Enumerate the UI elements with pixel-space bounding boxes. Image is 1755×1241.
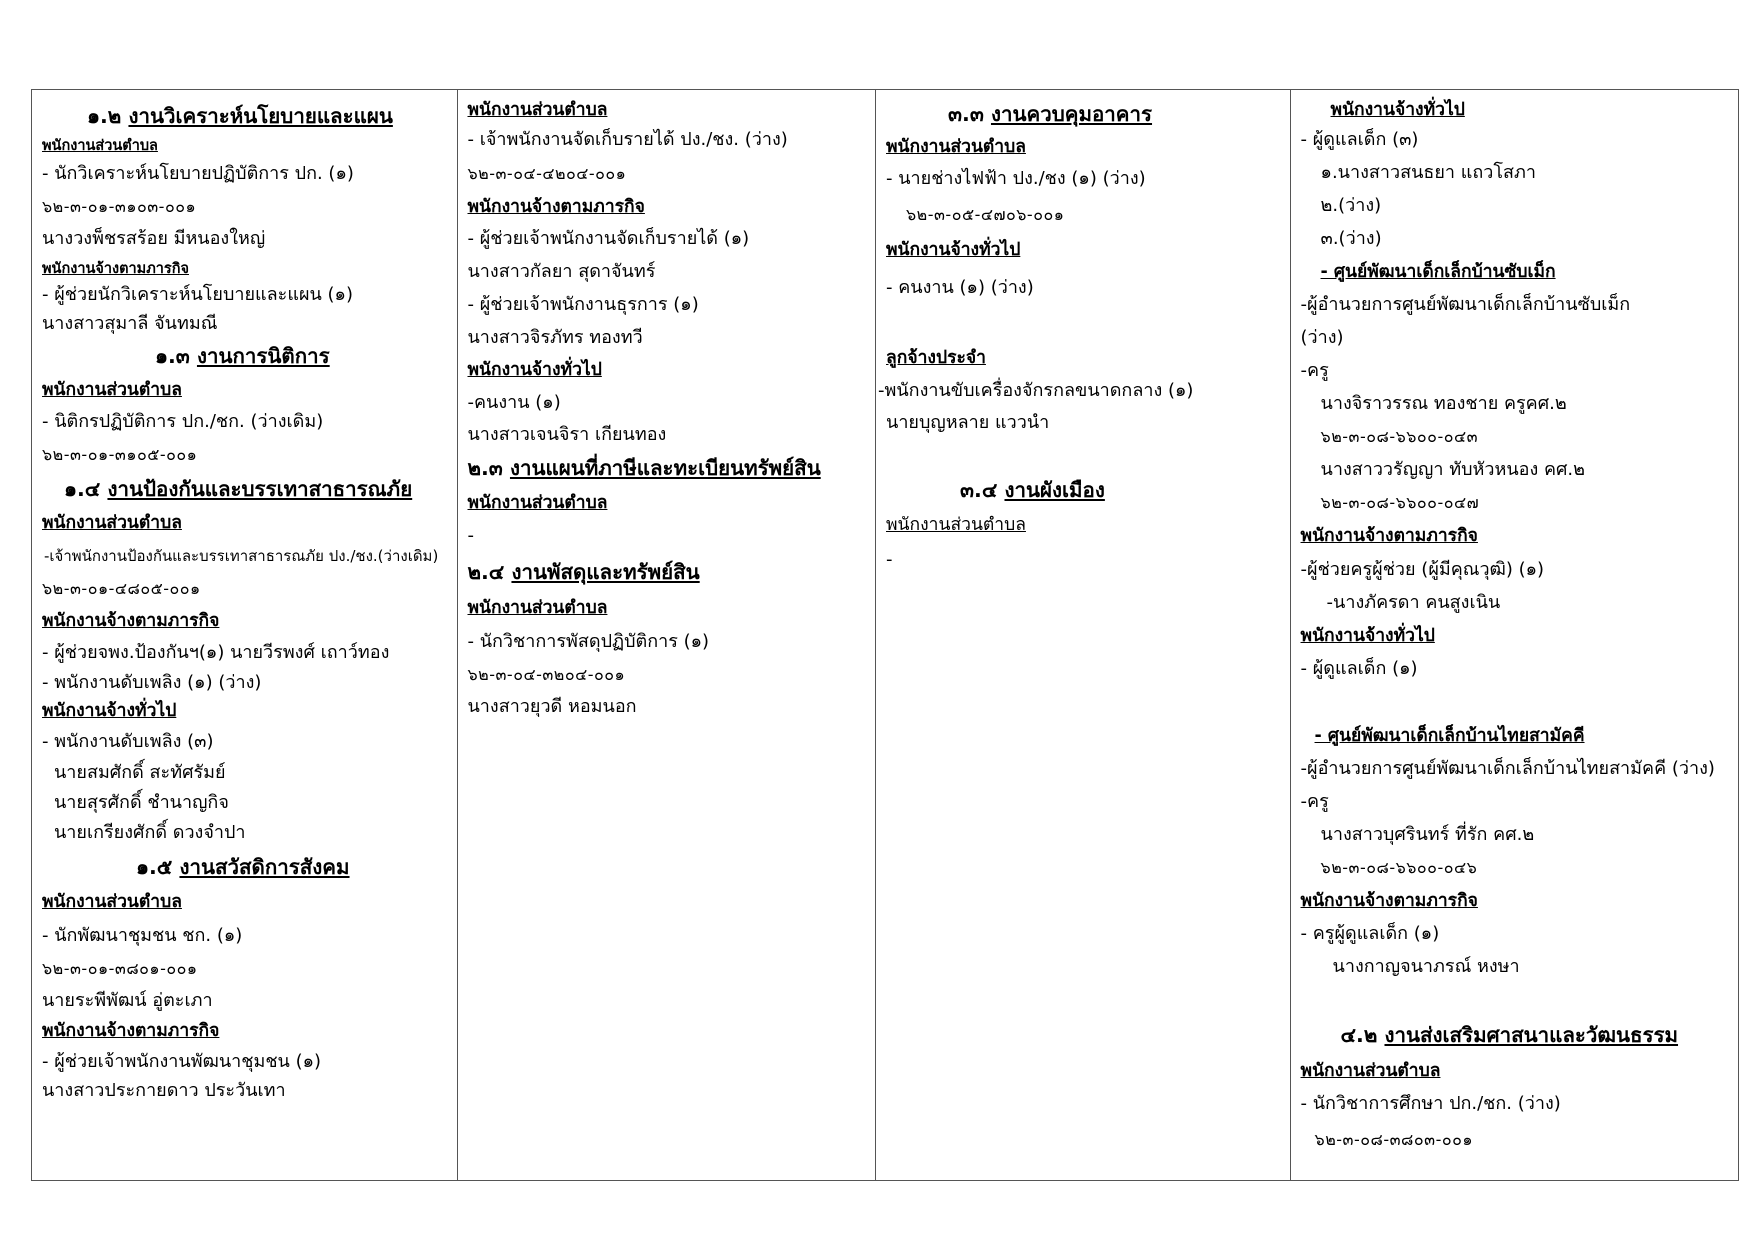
- entry-text: นายระพีพัฒน์ อู่ตะเภา: [42, 990, 213, 1011]
- entry-text: นางสาวบุศรินทร์ ที่รัก คศ.๒: [1320, 824, 1535, 845]
- section-heading: [136, 855, 350, 879]
- entry-text: - พนักงานดับเพลิง (๑) (ว่าง): [42, 672, 262, 693]
- section-title: งานพัสดุและทรัพย์สิน: [511, 560, 700, 584]
- section-heading: [960, 478, 1105, 502]
- org-structure-table: [31, 89, 1739, 1181]
- staff-category-label: พนักงานจ้างตามภารกิจ: [42, 261, 189, 277]
- section-title: งานควบคุมอาคาร: [990, 102, 1153, 126]
- entry-text: - นิติกรปฏิบัติการ ปก./ชก. (ว่างเดิม): [42, 411, 324, 432]
- staff-category-label: พนักงานจ้างทั่วไป: [42, 701, 177, 721]
- section-number: ๒.๔: [467, 560, 512, 584]
- entry-text: - นักวิชาการพัสดุปฏิบัติการ (๑): [467, 631, 710, 652]
- entry-text: นางสาวสุมาลี จันทมณี: [42, 313, 218, 334]
- staff-category-label: พนักงานจ้างทั่วไป: [886, 240, 1021, 260]
- position-code: ๖๒-๓-๐๑-๓๘๐๑-๐๐๑: [42, 959, 198, 978]
- staff-category-label: พนักงานส่วนตำบล: [467, 493, 608, 513]
- entry-text: นายสุรศักดิ์ ชำนาญกิจ: [54, 792, 229, 813]
- section-heading: [948, 102, 1152, 126]
- section-number: ๓.๓: [948, 102, 991, 126]
- section-number: ๔.๒: [1340, 1023, 1385, 1047]
- entry-text: -พนักงานขับเครื่องจักรกลขนาดกลาง (๑): [878, 380, 1194, 401]
- staff-category-label: พนักงานจ้างทั่วไป: [1300, 626, 1435, 646]
- staff-category-label: - ศูนย์พัฒนาเด็กเล็กบ้านซับเม็ก: [1320, 262, 1556, 282]
- section-title: งานส่งเสริมศาสนาและวัฒนธรรม: [1384, 1023, 1679, 1047]
- entry-text: - พนักงานดับเพลิง (๓): [42, 731, 214, 752]
- entry-text: (ว่าง): [1300, 327, 1344, 348]
- entry-text: - นักวิชาการศึกษา ปก./ชก. (ว่าง): [1300, 1093, 1561, 1114]
- staff-category-label: ลูกจ้างประจำ: [886, 348, 986, 368]
- column-1: [32, 90, 458, 1180]
- entry-text: ๒.(ว่าง): [1320, 195, 1382, 216]
- position-code: ๖๒-๓-๐๔-๓๒๐๔-๐๐๑: [467, 665, 626, 684]
- entry-text: นางสาวยุวดี หอมนอก: [467, 696, 637, 717]
- section-number: ๓.๔: [960, 478, 1005, 502]
- section-heading: [155, 344, 330, 368]
- position-code: ๖๒-๓-๐๑-๔๘๐๕-๐๐๑: [42, 579, 201, 598]
- entry-text: - นักพัฒนาชุมชน ชก. (๑): [42, 925, 243, 946]
- entry-text: นายสมศักดิ์ สะทัศรัมย์: [54, 762, 226, 783]
- entry-text: นางสาวประกายดาว ประวันเทา: [42, 1080, 286, 1101]
- staff-category-label: พนักงานจ้างตามภารกิจ: [42, 611, 220, 631]
- staff-category-label: พนักงานส่วนตำบล: [886, 137, 1026, 157]
- section-number: ๑.๔: [64, 477, 108, 501]
- entry-text: - ผู้ดูแลเด็ก (๓): [1300, 129, 1419, 150]
- staff-category-label: พนักงานจ้างทั่วไป: [1330, 100, 1465, 120]
- staff-category-label: พนักงานส่วนตำบล: [1300, 1061, 1441, 1081]
- position-code: ๖๒-๓-๐๑-๓๑๐๕-๐๐๑: [42, 445, 198, 464]
- entry-text: -นางภัครดา คนสูงเนิน: [1326, 592, 1501, 613]
- entry-text: -เจ้าพนักงานป้องกันและบรรเทาสาธารณภัย ปง./ชง.(ว่างเดิม): [44, 547, 439, 565]
- entry-text: - ผู้ช่วยนักวิเคราะห์นโยบายและแผน (๑): [42, 284, 353, 305]
- section-title: งานแผนที่ภาษีและทะเบียนทรัพย์สิน: [509, 456, 821, 480]
- entry-text: นายเกรียงศักดิ์ ดวงจำปา: [54, 822, 246, 843]
- entry-text: - ผู้ดูแลเด็ก (๑): [1300, 658, 1418, 679]
- staff-category-label: พนักงานส่วนตำบล: [42, 138, 158, 154]
- entry-text: -: [886, 549, 893, 570]
- entry-text: นางจิราวรรณ ทองชาย ครูคศ.๒: [1320, 393, 1567, 414]
- entry-text: -ผู้อำนวยการศูนย์พัฒนาเด็กเล็กบ้านซับเม็ก: [1300, 294, 1631, 315]
- staff-category-label: พนักงานส่วนตำบล: [467, 100, 608, 120]
- staff-category-label: พนักงานจ้างตามภารกิจ: [1300, 891, 1478, 911]
- section-number: ๒.๓: [467, 456, 510, 480]
- section-heading: [468, 456, 821, 480]
- column-3: [876, 90, 1291, 1180]
- entry-text: -ครู: [1300, 791, 1329, 812]
- entry-text: นางกาญจนาภรณ์ หงษา: [1332, 956, 1520, 977]
- section-title: งานผังเมือง: [1004, 478, 1105, 502]
- staff-category-label: พนักงานส่วนตำบล: [467, 598, 608, 618]
- entry-text: - คนงาน (๑) (ว่าง): [886, 277, 1034, 298]
- section-title: งานวิเคราะห์นโยบายและแผน: [128, 104, 393, 128]
- entry-text: นางสาวจิรภัทร ทองทวี: [467, 327, 643, 348]
- section-heading: [87, 104, 393, 128]
- section-number: ๑.๓: [155, 344, 197, 368]
- staff-category-label: พนักงานส่วนตำบล: [886, 515, 1026, 535]
- position-code: ๖๒-๓-๐๘-๓๘๐๓-๐๐๑: [1314, 1130, 1474, 1149]
- staff-category-label: - ศูนย์พัฒนาเด็กเล็กบ้านไทยสามัคคี: [1314, 726, 1585, 746]
- entry-text: - ผู้ช่วยเจ้าพนักงานพัฒนาชุมชน (๑): [42, 1051, 322, 1072]
- entry-text: - ครูผู้ดูแลเด็ก (๑): [1300, 923, 1440, 944]
- entry-text: -คนงาน (๑): [467, 392, 561, 413]
- section-heading: [468, 560, 700, 584]
- section-heading: [64, 477, 412, 501]
- entry-text: - นายช่างไฟฟ้า ปง./ชง (๑) (ว่าง): [886, 168, 1146, 189]
- position-code: ๖๒-๓-๐๑-๓๑๐๓-๐๐๑: [42, 197, 197, 216]
- section-number: ๑.๒: [87, 104, 129, 128]
- staff-category-label: พนักงานจ้างตามภารกิจ: [1300, 526, 1478, 546]
- entry-text: ๓.(ว่าง): [1320, 228, 1382, 249]
- staff-category-label: พนักงานจ้างตามภารกิจ: [467, 197, 645, 217]
- section-title: งานป้องกันและบรรเทาสาธารณภัย: [107, 477, 413, 501]
- entry-text: -ครู: [1300, 360, 1329, 381]
- staff-category-label: พนักงานส่วนตำบล: [42, 892, 182, 912]
- entry-text: -ผู้อำนวยการศูนย์พัฒนาเด็กเล็กบ้านไทยสามัคคี (ว่าง): [1300, 758, 1715, 779]
- column-2: [458, 90, 877, 1180]
- entry-text: นางสาวเจนจิรา เกียนทอง: [467, 424, 667, 445]
- staff-category-label: พนักงานส่วนตำบล: [42, 380, 182, 400]
- entry-text: นางสาวกัลยา สุดาจันทร์: [467, 261, 656, 282]
- entry-text: ๑.นางสาวสนธยา แถวโสภา: [1320, 162, 1536, 183]
- entry-text: - เจ้าพนักงานจัดเก็บรายได้ ปง./ชง. (ว่าง): [467, 129, 788, 150]
- staff-category-label: พนักงานจ้างทั่วไป: [467, 360, 602, 380]
- section-title: งานสวัสดิการสังคม: [179, 855, 350, 879]
- entry-text: นางสาววรัญญา ทับหัวหนอง คศ.๒: [1320, 459, 1586, 480]
- entry-text: - ผู้ช่วยเจ้าพนักงานธุรการ (๑): [467, 294, 699, 315]
- staff-category-label: พนักงานส่วนตำบล: [42, 513, 182, 533]
- section-number: ๑.๕: [136, 855, 180, 879]
- entry-text: - ผู้ช่วยจพง.ป้องกันฯ(๑) นายวีรพงศ์ เถาว์ทอง: [42, 642, 390, 663]
- entry-text: -: [467, 525, 474, 546]
- entry-text: - ผู้ช่วยเจ้าพนักงานจัดเก็บรายได้ (๑): [467, 228, 750, 249]
- section-heading: [1341, 1023, 1679, 1047]
- position-code: ๖๒-๓-๐๕-๔๗๐๖-๐๐๑: [906, 205, 1065, 224]
- entry-text: -ผู้ช่วยครูผู้ช่วย (ผู้มีคุณวุฒิ) (๑): [1300, 559, 1545, 580]
- column-4: [1291, 90, 1738, 1180]
- position-code: ๖๒-๓-๐๔-๔๒๐๔-๐๐๑: [467, 164, 627, 183]
- position-code: ๖๒-๓-๐๘-๖๖๐๐-๐๔๗: [1320, 493, 1480, 512]
- section-title: งานการนิติการ: [196, 344, 330, 368]
- position-code: ๖๒-๓-๐๘-๖๖๐๐-๐๔๓: [1320, 427, 1479, 446]
- entry-text: นายบุญหลาย แววนำ: [886, 412, 1050, 433]
- entry-text: นางวงพ็ชรสร้อย มีหนองใหญ่: [42, 228, 266, 249]
- position-code: ๖๒-๓-๐๘-๖๖๐๐-๐๔๖: [1320, 858, 1478, 877]
- entry-text: - นักวิเคราะห์นโยบายปฏิบัติการ ปก. (๑): [42, 163, 354, 184]
- staff-category-label: พนักงานจ้างตามภารกิจ: [42, 1021, 220, 1041]
